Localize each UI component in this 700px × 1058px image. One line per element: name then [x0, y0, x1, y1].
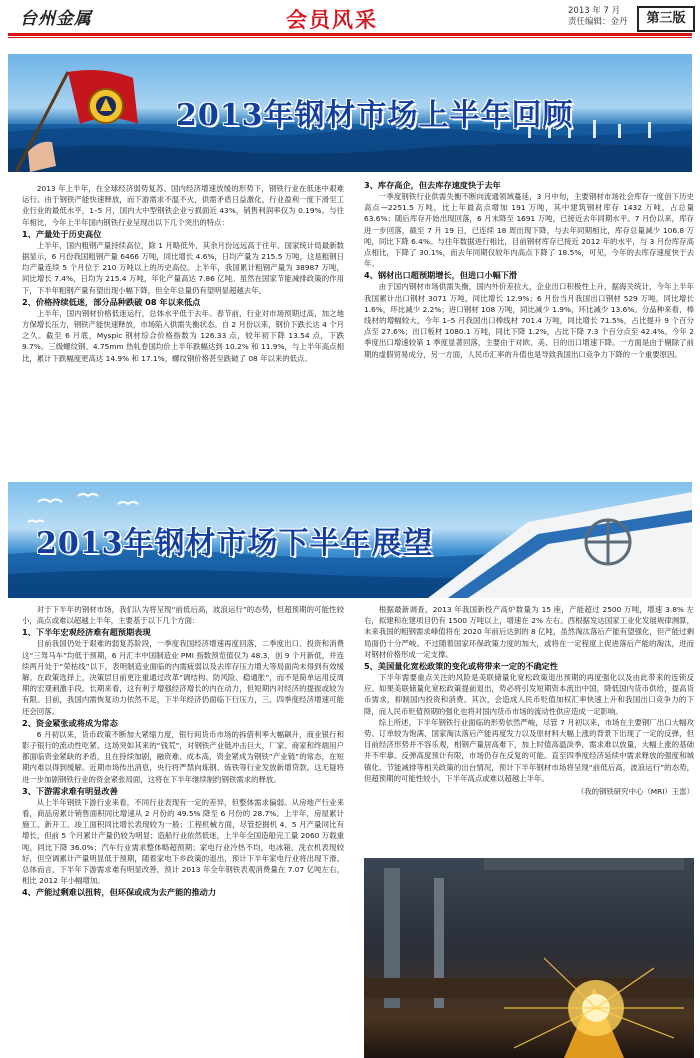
outlook-column-right	[364, 604, 694, 797]
outlook-column-left	[22, 604, 344, 898]
author-signature: （我的钢铁研究中心（MRI）王雷）	[576, 787, 694, 797]
outlook-headline: 2013年钢材市场下半年展望	[36, 526, 434, 561]
outlook-section2-title: 2、资金紧张或将成为常态	[22, 717, 118, 728]
outlook-section5-body: 下半年需要重点关注的风险是美联储量化宽松政策退出预期的再度强化以及由此带来的连锁反应。如果美联储量化宽松政策提前退出，势必将引发短期资本流出中国，降低国内货币供给，提高货币需求，抑制国内投资和消费。其次，会造成人民币贬值加权汇率快速上升和我国出口竞争力的下降，而人民币贬值预期的强化也将对国内货币市场的流动性供应造成一定影响。	[364, 673, 694, 716]
page-number: 第三版	[637, 6, 695, 32]
review-intro: 2013 年上半年，在全球经济弱势复苏、国内经济增速放缓的形势下，钢铁行业在低迷中艰难运行。由于钢铁产能快速释放，而下游需求不温不火，供需矛盾日益激化，行业盈利一度下滑至工业行业的最低水平，1–5 月，国内大中型钢铁企业亏损面近 43%，销售利润率仅为 0.19%。与往年相比，今年上半年国内钢铁行业呈现出以下几个突出的特点：	[22, 184, 344, 227]
review-headline: 2013年钢材市场上半年回顾	[176, 98, 574, 133]
review-section1-title: 1、产量处于历史高位	[22, 228, 102, 239]
issue-info	[568, 6, 628, 28]
outlook-conclusion: 综上所述，下半年钢铁行业面临的形势依然严峻，尽管 7 月初以来，市场在主要钢厂出口大幅攻势、订单较为饱满、国家淘汰落后产能再度发力以及原材料大幅上涨的背景下出现了一定的反弹，但目前经济形势并不容乐观，相钢产量居高难下，加上时值高温淡季，需求难以放量，大幅上涨的基础并不牢靠。反弹高度预计有限，市场仍存在反复的可能。直至四季度经济延续中需求释放的强度和城镇化、节能减排等相关政策的出台情况，预计下半年钢材市场将呈现“前低后高，波浪运行”的态势，但超预期的可能性较小，下半年高点或难以超越上半年。	[364, 717, 694, 783]
review-section2-body: 上半年，国内钢材价格低迷运行，总体水平低于去年。春节前，行业对市场预期过高，加之地方保增长压力，钢铁产能快速释放，市场陷入供需失衡状态。自 2 月份以来，钢价下跌长达 4 个月之久。截至 6 月底，Myspic 钢材综合价格指数为 126.33 点，较年初下降 13.54 点，下跌 9.7%。三级螺纹钢、4.75mm 热轧卷国均价上半年跌幅达到 10.2% 和 11.9%，与上半年高点相比，累计下跌幅度更高达 14.9% 和 17.1%，螺纹钢价格甚至跌破了 08 年以来的低点。	[22, 308, 344, 363]
review-column-right	[364, 179, 694, 360]
review-section3-title: 3、库存高企，但去库存速度快于去年	[364, 180, 501, 190]
outlook-section5-title: 5、美国量化宽松政策的变化或将带来一定的不确定性	[364, 661, 559, 672]
steel-mill-illustration	[364, 858, 694, 1058]
review-section1-body: 上半年，国内粗钢产量持续高位，除 1 月略低外，其余月份远远高于往年。国家统计局最新数据显示，6 月份我国粗钢产量 6466 万吨，同比增长 4.6%，日均产量为 215.5 万吨，这是粗钢日均产量连续 5 个月位于 210 万吨以上的历史高位。上半年，我国累计粗钢产量为 38987 万吨，同比增长 7.4%，日均为 215.4 万吨，年化产量高达 7.86 亿吨。虽然在国家节能减排政策的作用下，下半年粗钢产量有望出现小幅下降，但全年总量仍有望明显超越去年。	[22, 240, 344, 295]
newspaper-logo: 台州金属	[20, 9, 92, 29]
editor-credit: 责任编辑：金丹	[568, 17, 628, 27]
review-section2-title: 2、价格持续低迷，部分品种跌破 08 年以来低点	[22, 296, 201, 307]
outlook-section3-body: 从上半年钢铁下游行业来看，不同行业表现有一定的差异，但整体需求偏弱。从房地产行业来看，商品房累计销售面积同比增速从 2 月份的 49.5% 降至 6 月份的 28.7%。上半年，房屋累计施工、新开工、竣工面积同比增长表现较为一般；工程机械方面，尽管挖掘机 4、5 月产量同比有增长，但前 5 个月累计产量仍较为明显；造船行业依然低迷，上半年全国造船完工量 2060 万载重吨，同比下降 36.0%；汽车行业需求整体略超预期；家电行业冷热不均，电冰箱、洗衣机表现较好，但空调累计产量明显低于预期，随着家电下乡政策的退出，预计下半年家电行业将出现下滑。总体而言，下半年下游需求难有明显改善，预计 2013 年全年钢铁表观消费量在 7.07 亿吨左右，相比 2012 年小幅增加。	[22, 797, 344, 886]
outlook-section1-title: 1、下半年宏观经济难有超预期表现	[22, 627, 151, 638]
review-column-left	[22, 183, 344, 364]
section-title: 会员风采	[286, 8, 378, 32]
outlook-section3-title: 3、下游需求难有明显改善	[22, 785, 118, 796]
review-section4-title: 4、钢材出口超预期增长，但进口小幅下滑	[364, 270, 518, 281]
outlook-section4-body: 根据最新调查，2013 年我国新投产高炉数量为 15 座，产能超过 2500 万吨，增速 3.8% 左右，拟建和在建项目仍有 1500 万吨以上，增速在 2% 左右。西根据发达国家工业化发展规律测算，未来我国的粗钢需求峰值将在 2020 年前后达到的 8 亿吨，虽然淘汰落后产能有望强化，但产能过剩局面仍十分严峻。不过随着国家环保政策力度的加大，或将在一定程度上促进落后产能的淘汰，进而对钢材价格形成一定支撑。	[364, 605, 694, 659]
review-section4-body: 由于国内钢材市场供需失衡，国内外价差拉大，企业出口积极性上升，据海关统计，今年上半年我国累计出口钢材 3071 万吨，同比增长 12.9%；6 月份当月我国出口钢材 529 万吨，同比增长 1.6%，环比减少 2.2%；进口钢材 108 万吨，同比减少 1.9%，环比减少 13.6%。分品种来看，棒线材的增幅较大，今年 1–5 月我国出口棒线材 701.4 万吨，同比增长 71.5%，占比提升 9 个百分点至 27.6%；出口板材 1080.1 万吨，同比下降 1.2%，占比下降 7.3 个百分点至 42.4%。今年 2 季度出口增速较第 1 季度显著回落，主要由于对欧、美、日的出口增速下降。一方面是由于剔除了前期的虚假贸易成分，另一方面，人民币汇率的升值也是导致我国出口竞争力下降的一个重要原因。	[364, 282, 694, 359]
outlook-banner	[8, 482, 692, 598]
header-rule	[8, 33, 692, 36]
outlook-section4-title: 4、产能过剩难以扭转，但环保或成为去产能的推动力	[22, 887, 217, 898]
review-section3-body: 一季度钢铁行业供需失衡不断向流通领域蔓延，3 月中旬，主要钢材市场社会库存一度创下历史高点—2251.5 万吨，比上年最高点增加 191 万吨，其中建筑钢材库存 1432 万吨，占总量 63.6%；随后库存开始出现回落，6 月末降至 1691 万吨，已接近去年同期水平。7 月份以来，库存进一步回落，截至 7 月 19 日，已连续 18 周出现下降，与去年同期相比，库存总量减少 106.8 万吨，同比下降 6.4%。与往年数据进行相比，目前钢材库存已接近 2012 年的水平，与 3 月份库存高点相比，下降了 30.1%，而去年同期仅较年内高点下降了 18.5%，可见，今年的去库存速度快于去年。	[364, 192, 694, 269]
outlook-section1-body: 目前我国仍处于艰难的弱复苏阶段，一季度我国经济增速再度回落，二季度出口、投资和消费这“三驾马车”均低于预期，6 月汇丰中国制造业 PMI 指数预览值仅为 48.3，创 9 个月新低，并连续两月处于“荣枯线”以下，表明制造业面临的内需疲弱以及去库存压力增大等局面尚未得到有效缓解。在政策选择上，决策层目前更注重通过改革“调结构、防风险、稳通胀”，而不是简单运用反周期的宏观刺激手段。长期来看，这有利于增强经济增长的内在动力，但短期内对经济的提振或较为有限。目前，我国内需恢复动力依然不足，下半年经济仍面临下行压力，三、四季度经济增速可能还会回落。	[22, 639, 344, 716]
issue-date: 2013 年 7 月	[568, 6, 621, 16]
outlook-section2-body: 6 月初以来，货币政策不断加大紧缩力度，银行间货币市场的拆借利率大幅飙升，商业银行和影子银行的流动性吃紧。这场突如其来的“钱荒”，对钢铁产业链冲击巨大，厂家、商家和终端用户都面临资金紧缺的矛盾，且在持续加剧，融资难、成本高，资金紧成为钢铁“产业链”的常态，在短期内难以得到缓解。近期市场传出消息，央行将严禁向炼钢、炼铁等行业发放新增贷款。这无疑将进一步加剧钢铁行业的资金紧张局面，这将在下半年继续制约钢铁需求的释放。	[22, 729, 344, 784]
outlook-intro: 对于下半年的钢材市场，我们认为将呈现“前低后高，波浪运行”的态势，但超预期的可能性较小，高点或难以超越上半年，主要基于以下几个方面：	[22, 605, 344, 626]
review-banner	[8, 54, 692, 172]
steel-mill-photo	[364, 858, 694, 1058]
association-emblem-icon	[86, 86, 126, 126]
header-rule-thin	[8, 37, 692, 38]
